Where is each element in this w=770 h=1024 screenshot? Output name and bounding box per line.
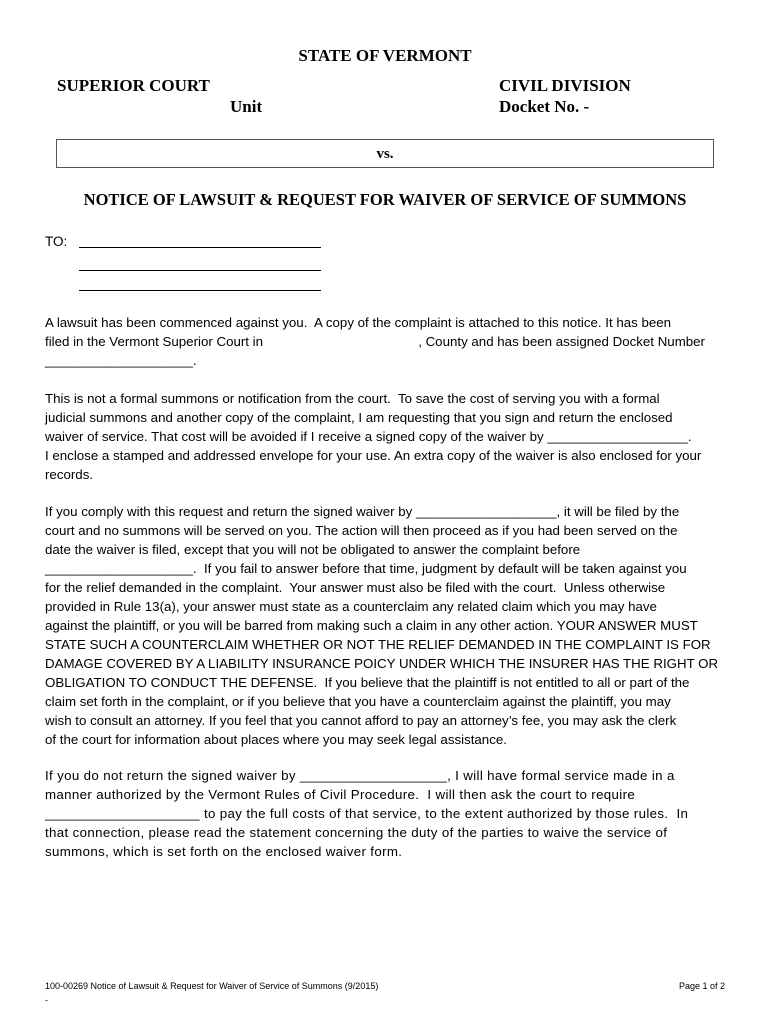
- court-name: SUPERIOR COURT: [57, 76, 210, 95]
- text-line: manner authorized by the Vermont Rules of Civil Procedure. I will then ask the court to require: [45, 787, 636, 802]
- state-heading: STATE OF VERMONT: [298, 46, 472, 65]
- addressee-line-3: [79, 290, 321, 291]
- text-line: If you comply with this request and return the signed waiver by ___________________, it will be filed by the: [45, 504, 680, 519]
- addressee-label: TO:: [45, 234, 68, 249]
- text-line: judicial summons and another copy of the complaint, I am requesting that you sign and return the enclosed: [45, 410, 673, 425]
- page-number: Page 1 of 2: [679, 981, 726, 991]
- text-line: If you do not return the signed waiver by ___________________, I will have formal service made in a: [45, 768, 675, 783]
- text-line: against the plaintiff, or you will be barred from making such a claim in any other action. YOUR ANSWER MUST: [45, 618, 698, 633]
- paragraph-do-not-return: [45, 766, 735, 861]
- text-line: provided in Rule 13(a), your answer must state as a counterclaim any related claim which you may have: [45, 599, 657, 614]
- addressee-line-1: [79, 247, 321, 248]
- form-identifier: 100-00269 Notice of Lawsuit & Request for Waiver of Service of Summons (9/2015): [45, 981, 379, 991]
- text-line: date the waiver is filed, except that you will not be obligated to answer the complaint before: [45, 542, 581, 557]
- text-line: ____________________ to pay the full costs of that service, to the extent authorized by those rules. In: [45, 806, 689, 821]
- docket-number: Docket No. -: [499, 97, 590, 116]
- notice-title: NOTICE OF LAWSUIT & REQUEST FOR WAIVER OF SERVICE OF SUMMONS: [83, 190, 687, 209]
- paragraph-comply-with-request: [45, 502, 735, 749]
- text-line: OBLIGATION TO CONDUCT THE DEFENSE. If you believe that the plaintiff is not entitled to all or part of the: [45, 675, 690, 690]
- text-line: that connection, please read the statement concerning the duty of the parties to waive the service of: [45, 825, 668, 840]
- paragraph-lawsuit-commenced: [45, 313, 735, 370]
- text-line: ____________________. If you fail to answer before that time, judgment by default will be taken against you: [45, 561, 687, 576]
- text-line: records.: [45, 467, 94, 482]
- text-line: claim set forth in the complaint, or if you believe that you have a counterclaim against the plaintiff, you may: [45, 694, 671, 709]
- versus-label: vs.: [376, 146, 394, 162]
- text-line: DAMAGE COVERED BY A LIABILITY INSURANCE POICY UNDER WHICH THE INSURER HAS THE RIGHT OR: [45, 656, 719, 671]
- text-line: summons, which is set forth on the enclosed waiver form.: [45, 844, 403, 859]
- text-line: of the court for information about places where you may seek legal assistance.: [45, 732, 507, 747]
- paragraph-not-formal-summons: [45, 389, 735, 484]
- unit-label: Unit: [230, 97, 263, 116]
- text-line: filed in the Vermont Superior Court in , County and has been assigned Docket Number: [45, 334, 705, 349]
- division-name: CIVIL DIVISION: [499, 76, 631, 95]
- addressee-line-2: [79, 270, 321, 271]
- text-line: ____________________.: [45, 353, 197, 368]
- text-line: for the relief demanded in the complaint. Your answer must also be filed with the court. Unless otherwise: [45, 580, 666, 595]
- text-line: I enclose a stamped and addressed envelope for your use. An extra copy of the waiver is also enclosed for your: [45, 448, 702, 463]
- text-line: waiver of service. That cost will be avoided if I receive a signed copy of the waiver by ___________________.: [45, 429, 692, 444]
- text-line: This is not a formal summons or notification from the court. To save the cost of serving you with a formal: [45, 391, 660, 406]
- text-line: wish to consult an attorney. If you feel that you cannot afford to pay an attorney’s fee, you may ask the clerk: [45, 713, 677, 728]
- footer-dash: -: [45, 995, 48, 1005]
- text-line: A lawsuit has been commenced against you. A copy of the complaint is attached to this notice. It has been: [45, 315, 672, 330]
- text-line: STATE SUCH A COUNTERCLAIM WHETHER OR NOT THE RELIEF DEMANDED IN THE COMPLAINT IS FOR: [45, 637, 711, 652]
- text-line: court and no summons will be served on you. The action will then proceed as if you had been served on the: [45, 523, 678, 538]
